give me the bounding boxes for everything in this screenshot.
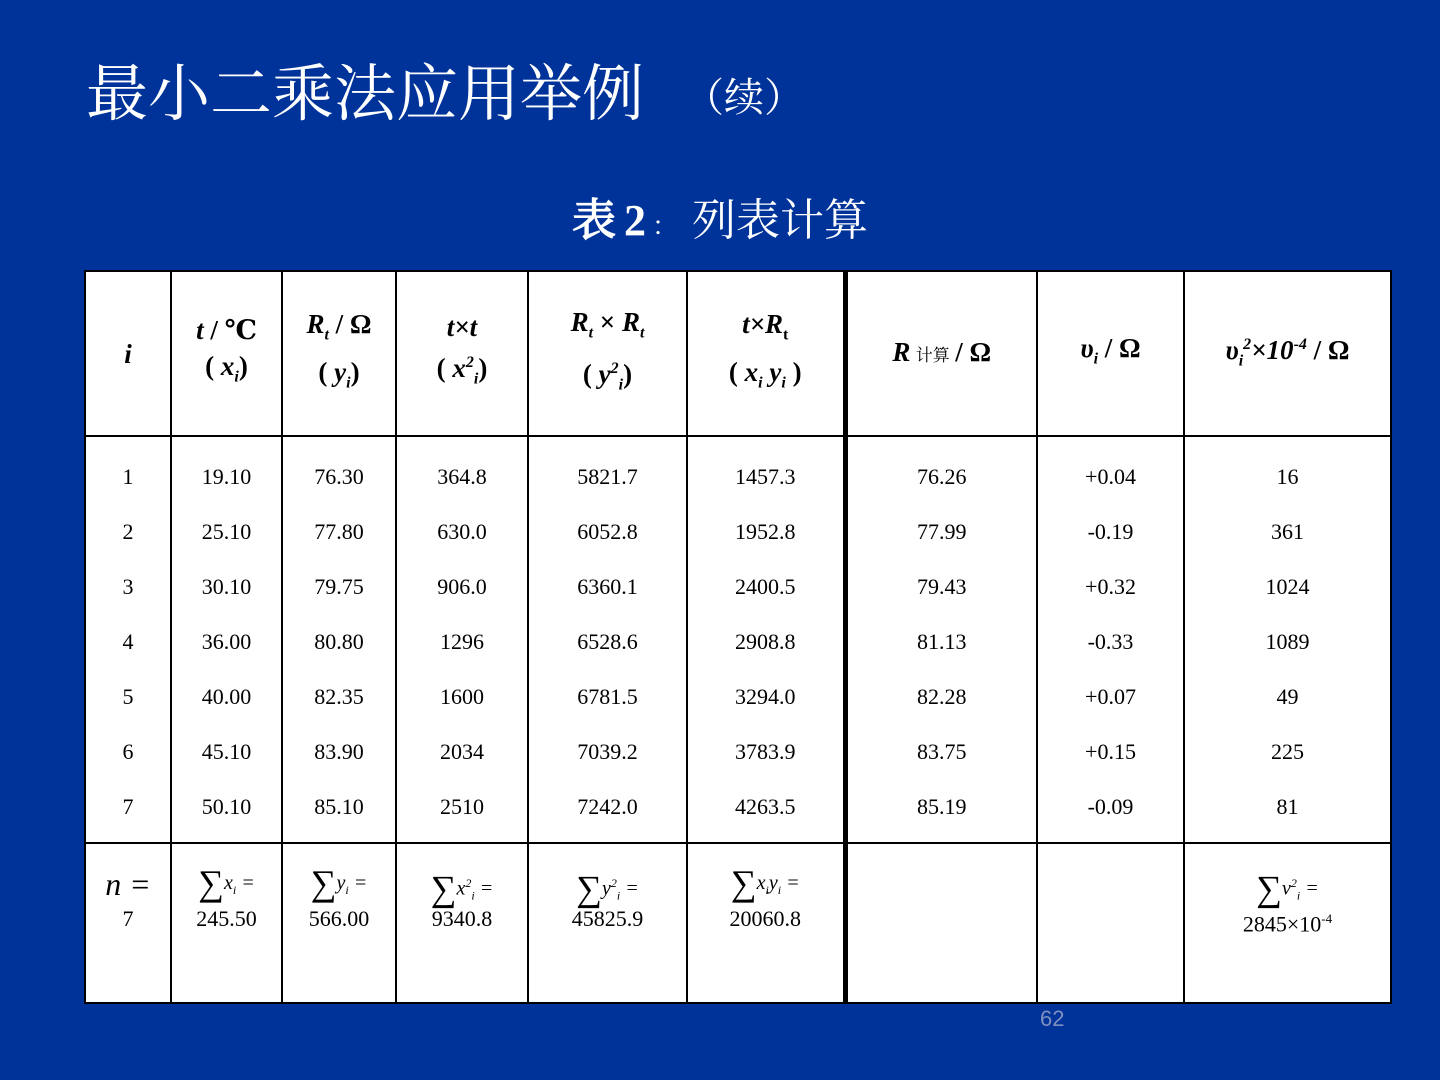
cell: 6781.5	[577, 684, 638, 709]
cell: 2400.5	[735, 574, 796, 599]
header-tr-open: (	[728, 356, 745, 387]
cell: 81.13	[917, 629, 967, 654]
col-rcalc	[845, 436, 1037, 843]
sigma-symbol: ∑	[730, 863, 757, 903]
sum-row	[85, 843, 1391, 1003]
data-rows	[85, 436, 1391, 843]
sum-y2-sup: 2	[610, 876, 617, 890]
cell: 6360.1	[577, 574, 638, 599]
cell: 6	[122, 739, 134, 764]
cell: 80.80	[314, 629, 364, 654]
header-r-alias: y	[334, 356, 347, 387]
equals-sign: =	[620, 877, 639, 900]
header-rcalc	[845, 271, 1037, 436]
sum-v2-value-exp: -4	[1321, 911, 1333, 926]
col-v	[1037, 436, 1184, 843]
slide-title	[86, 52, 804, 140]
cell: 85.10	[314, 794, 364, 819]
header-rcalc-unit: / Ω	[955, 336, 992, 367]
header-t	[171, 271, 282, 436]
cell: 30.10	[201, 574, 252, 599]
sum-x2	[396, 843, 528, 1003]
header-rr-symbol2: R	[621, 306, 640, 337]
sigma-symbol: ∑	[430, 868, 457, 909]
cell: 1952.8	[735, 519, 796, 544]
header-tt-alias: x	[452, 353, 466, 384]
cell: 7242.0	[577, 794, 638, 819]
header-v2-unit: / Ω	[1306, 335, 1350, 366]
caption-label: 表	[571, 195, 616, 246]
cell: 4	[122, 629, 134, 654]
header-tt-open: (	[436, 353, 453, 384]
header-rr-open: (	[582, 359, 599, 389]
header-tr	[687, 271, 845, 436]
cell: 45.10	[201, 739, 252, 764]
cell: +0.07	[1085, 684, 1136, 709]
header-tr-alias2-sub: i	[781, 373, 786, 391]
cell: 1024	[1265, 574, 1310, 599]
header-v-symbol: υ	[1080, 332, 1094, 363]
cell: 6528.6	[577, 629, 638, 654]
cell: 1296	[440, 629, 484, 654]
sum-x2-value: 9340.8	[431, 906, 493, 931]
page-number: 62	[1040, 1006, 1065, 1031]
sum-y2-expr	[529, 866, 686, 909]
col-v2	[1184, 436, 1391, 843]
col-rr	[528, 436, 687, 843]
sigma-symbol: ∑	[310, 863, 337, 903]
cell: 76.26	[917, 464, 967, 489]
cell: 16	[1276, 464, 1299, 489]
col-tr	[687, 436, 845, 843]
header-tr-sub: t	[783, 326, 789, 344]
header-tr-main: t×R	[742, 309, 784, 340]
header-r-alias-sub: i	[346, 373, 351, 391]
cell: 1600	[440, 684, 484, 709]
header-t-symbol: t	[196, 314, 204, 345]
header-i-label: i	[124, 338, 132, 369]
cell: 3	[122, 574, 134, 599]
cell: 5	[122, 684, 134, 709]
cell: 6052.8	[577, 519, 638, 544]
header-rr-sub2: t	[639, 324, 645, 341]
cell: 49	[1276, 684, 1299, 709]
cell: 364.8	[437, 464, 487, 489]
sum-y	[282, 843, 396, 1003]
cell: 77.99	[917, 519, 967, 544]
equals-sign: =	[348, 872, 368, 894]
header-rr-op: ×	[593, 306, 622, 337]
sum-x-value: 245.50	[196, 906, 257, 931]
sum-xy-symbol: x	[756, 872, 766, 894]
sigma-symbol: ∑	[1256, 868, 1282, 909]
cell: 630.0	[437, 519, 487, 544]
sum-v2-expr	[1185, 866, 1390, 909]
cell: 79.43	[917, 574, 967, 599]
header-tr-alias: x	[744, 356, 759, 387]
cell: 2	[122, 519, 134, 544]
cell: 82.28	[917, 684, 967, 709]
cell: -0.33	[1087, 629, 1134, 654]
cell: 7	[122, 794, 134, 819]
sum-v2-sup: 2	[1290, 876, 1297, 890]
sum-x	[171, 843, 282, 1003]
cell: 3783.9	[735, 739, 796, 764]
header-t-open: (	[205, 350, 221, 381]
least-squares-table	[84, 270, 1392, 1004]
header-rr-sup: 2	[610, 360, 619, 377]
header-tt-main: t×t	[446, 312, 478, 343]
header-r-close: )	[350, 356, 360, 387]
header-tr-alias2: y	[762, 356, 782, 387]
sum-x-expr	[172, 863, 281, 903]
cell: 3294.0	[735, 684, 796, 709]
cell: 36.00	[201, 629, 252, 654]
caption-colon: ：	[651, 212, 678, 242]
sum-y-expr	[283, 863, 395, 903]
cell: +0.32	[1085, 574, 1136, 599]
table-caption	[0, 184, 1440, 248]
header-rr-symbol: R	[570, 306, 589, 337]
header-rr	[528, 271, 687, 436]
cell: -0.09	[1087, 794, 1134, 819]
header-rr-alias-sub: i	[618, 376, 624, 394]
cell: 2908.8	[735, 629, 796, 654]
header-tr-alias-sub: i	[758, 373, 763, 391]
header-v-unit: / Ω	[1098, 332, 1141, 363]
header-tt-sub: i	[473, 370, 479, 388]
sigma-symbol: ∑	[198, 863, 224, 903]
sum-y-symbol: y	[336, 872, 346, 894]
sum-x-sub: i	[232, 883, 237, 897]
header-v-sub: i	[1093, 350, 1099, 368]
caption-text: 列表计算	[692, 195, 868, 246]
sum-xy-symbol2: y	[768, 872, 778, 894]
cell: 361	[1271, 519, 1304, 544]
sum-n	[85, 843, 171, 1003]
header-tt-sup: 2	[465, 354, 474, 372]
sum-v2-value	[1185, 902, 1390, 941]
cell: 906.0	[437, 574, 487, 599]
cell: 77.80	[314, 519, 364, 544]
cell: 40.00	[201, 684, 252, 709]
header-t-unit: / ℃	[210, 314, 257, 345]
sum-v2-symbol: v	[1281, 877, 1291, 900]
slide-title-suffix: （续）	[684, 75, 805, 121]
sum-v2-value-base: 2845×10	[1242, 911, 1322, 937]
header-tt-close: )	[478, 353, 488, 384]
sum-y2-sub: i	[616, 888, 621, 903]
col-r	[282, 436, 396, 843]
cell: 25.10	[201, 519, 252, 544]
header-rcalc-note: 计算	[910, 345, 956, 366]
equals-sign: =	[781, 872, 800, 894]
n-label: n =	[105, 866, 151, 902]
caption-number: 2	[623, 196, 646, 245]
cell: +0.04	[1085, 464, 1136, 489]
sum-v-empty	[1037, 843, 1184, 1003]
equals-sign: =	[236, 872, 255, 894]
cell: 1457.3	[735, 464, 796, 489]
sum-v2-sub: i	[1296, 888, 1301, 903]
header-tt	[396, 271, 528, 436]
sum-xy-sub2: i	[777, 883, 782, 897]
cell: 82.35	[314, 684, 364, 709]
cell: 19.10	[201, 464, 252, 489]
header-v2-mid: ×10	[1251, 335, 1294, 366]
col-i	[85, 436, 171, 843]
header-v2	[1184, 271, 1391, 436]
header-v2-mid-sup: -4	[1293, 336, 1307, 354]
header-t-close: )	[238, 350, 248, 381]
sum-x-symbol: x	[223, 872, 233, 894]
header-rr-sub: t	[588, 324, 594, 341]
header-v	[1037, 271, 1184, 436]
sum-y2-symbol: y	[601, 877, 611, 900]
sigma-symbol: ∑	[576, 868, 602, 909]
cell: 83.75	[917, 739, 967, 764]
sum-y-value: 566.00	[308, 906, 370, 931]
cell: 76.30	[314, 464, 364, 489]
sum-x2-sub: i	[471, 888, 475, 903]
sum-x2-expr	[397, 866, 527, 909]
header-row	[85, 271, 1391, 436]
cell: +0.15	[1085, 739, 1136, 764]
header-rr-close: )	[623, 359, 633, 389]
sum-rcalc-empty	[845, 843, 1037, 1003]
cell: 5821.7	[577, 464, 638, 489]
sum-xy-expr	[688, 863, 843, 903]
equals-sign: =	[1300, 877, 1319, 900]
cell: 2510	[440, 794, 484, 819]
header-rr-alias: y	[598, 359, 611, 389]
sum-xy	[687, 843, 845, 1003]
cell: 4263.5	[735, 794, 796, 819]
cell: 1	[122, 464, 134, 489]
cell: 2034	[440, 739, 484, 764]
header-v2-symbol: υ	[1225, 335, 1239, 366]
header-i	[85, 271, 171, 436]
header-tr-close: )	[785, 356, 802, 387]
cell: 83.90	[314, 739, 364, 764]
header-r-open: (	[318, 356, 335, 387]
header-r-unit: / Ω	[328, 309, 372, 340]
cell: 85.19	[917, 794, 967, 819]
data-table-container	[84, 270, 1390, 983]
cell: -0.19	[1087, 519, 1134, 544]
sum-xy-value: 20060.8	[729, 906, 801, 931]
header-r-sub: t	[324, 326, 329, 344]
slide-title-text: 最小二乘法应用举例	[86, 57, 645, 130]
cell: 7039.2	[577, 739, 638, 764]
header-r	[282, 271, 396, 436]
header-v2-sup: 2	[1243, 336, 1252, 354]
sum-x2-symbol: x	[456, 877, 466, 900]
sum-y2	[528, 843, 687, 1003]
cell: 50.10	[201, 794, 252, 819]
cell: 225	[1271, 739, 1304, 764]
sum-y-sub: i	[345, 883, 349, 897]
cell: 81	[1276, 794, 1299, 819]
cell: 79.75	[314, 574, 364, 599]
header-v2-sub: i	[1238, 352, 1244, 370]
col-t	[171, 436, 282, 843]
n-value: 7	[122, 906, 134, 931]
sum-xy-sub: i	[765, 883, 769, 897]
sum-x2-sup: 2	[465, 876, 472, 890]
col-tt	[396, 436, 528, 843]
equals-sign: =	[474, 877, 494, 900]
cell: 1089	[1265, 629, 1310, 654]
header-rcalc-symbol: R	[892, 336, 911, 367]
header-r-symbol: R	[306, 309, 325, 340]
sum-y2-value: 45825.9	[571, 906, 644, 931]
header-t-alias-sub: i	[234, 368, 239, 386]
header-t-alias: x	[220, 350, 235, 381]
sum-v2	[1184, 843, 1391, 1003]
